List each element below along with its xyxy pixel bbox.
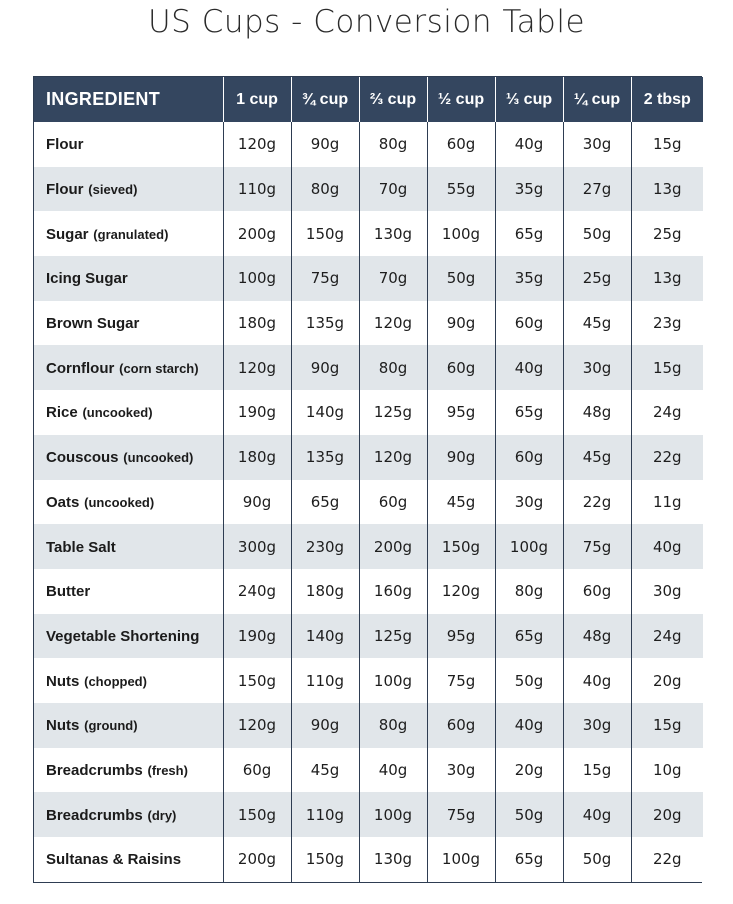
table-row	[34, 345, 703, 390]
ingredient-cell	[34, 390, 223, 435]
table-row	[34, 167, 703, 212]
ingredient-cell	[34, 658, 223, 703]
value-cell: 30g	[563, 703, 631, 748]
ingredient-cell	[34, 256, 223, 301]
value-cell: 30g	[427, 748, 495, 793]
ingredient-name: Butter	[46, 583, 91, 601]
value-cell: 190g	[223, 390, 291, 435]
ingredient-cell	[34, 167, 223, 212]
value-cell: 60g	[427, 345, 495, 390]
value-cell: 11g	[631, 480, 703, 525]
value-cell: 22g	[563, 480, 631, 525]
value-cell: 90g	[291, 122, 359, 167]
value-cell: 65g	[495, 614, 563, 659]
ingredient-name: Flour	[46, 136, 84, 154]
value-cell: 60g	[427, 703, 495, 748]
value-cell: 180g	[223, 435, 291, 480]
value-cell: 300g	[223, 524, 291, 569]
value-cell: 180g	[223, 301, 291, 346]
ingredient-name: Rice	[46, 404, 78, 422]
ingredient-name: Oats	[46, 493, 80, 511]
value-cell: 50g	[495, 658, 563, 703]
value-cell: 60g	[359, 480, 427, 525]
value-cell: 50g	[563, 211, 631, 256]
value-cell: 80g	[359, 122, 427, 167]
ingredient-cell	[34, 703, 223, 748]
table-row	[34, 390, 703, 435]
value-cell: 80g	[495, 569, 563, 614]
table-row	[34, 480, 703, 525]
value-cell: 90g	[223, 480, 291, 525]
value-cell: 15g	[631, 345, 703, 390]
ingredient-note: (granulated)	[93, 226, 169, 242]
value-cell: 150g	[291, 837, 359, 882]
ingredient-name: Nuts	[46, 672, 80, 690]
value-cell: 20g	[631, 658, 703, 703]
table-row	[34, 122, 703, 167]
value-cell: 22g	[631, 837, 703, 882]
value-cell: 22g	[631, 435, 703, 480]
value-cell: 130g	[359, 837, 427, 882]
value-cell: 30g	[563, 345, 631, 390]
ingredient-note: (uncooked)	[123, 450, 194, 466]
value-cell: 160g	[359, 569, 427, 614]
value-cell: 90g	[427, 435, 495, 480]
value-cell: 60g	[495, 435, 563, 480]
ingredient-note: (sieved)	[88, 182, 138, 198]
value-cell: 20g	[631, 792, 703, 837]
value-cell: 70g	[359, 256, 427, 301]
value-cell: 60g	[223, 748, 291, 793]
value-cell: 65g	[495, 390, 563, 435]
value-cell: 75g	[563, 524, 631, 569]
value-cell: 135g	[291, 301, 359, 346]
ingredient-name: Sugar	[46, 225, 89, 243]
value-cell: 10g	[631, 748, 703, 793]
value-cell: 40g	[495, 703, 563, 748]
value-cell: 45g	[563, 435, 631, 480]
value-cell: 100g	[359, 658, 427, 703]
value-cell: 15g	[631, 122, 703, 167]
header-1-cup: 1 cup	[223, 77, 291, 122]
ingredient-cell	[34, 435, 223, 480]
value-cell: 150g	[427, 524, 495, 569]
value-cell: 140g	[291, 390, 359, 435]
value-cell: 75g	[427, 792, 495, 837]
value-cell: 30g	[631, 569, 703, 614]
value-cell: 100g	[223, 256, 291, 301]
value-cell: 95g	[427, 614, 495, 659]
ingredient-name: Table Salt	[46, 538, 116, 556]
value-cell: 120g	[223, 122, 291, 167]
ingredient-note: (uncooked)	[84, 494, 155, 510]
value-cell: 180g	[291, 569, 359, 614]
ingredient-cell	[34, 837, 223, 882]
header-half-cup: ½ cup	[427, 77, 495, 122]
value-cell: 20g	[495, 748, 563, 793]
header-2-tbsp: 2 tbsp	[631, 77, 703, 122]
value-cell: 120g	[223, 345, 291, 390]
value-cell: 45g	[427, 480, 495, 525]
value-cell: 75g	[291, 256, 359, 301]
value-cell: 100g	[427, 211, 495, 256]
header-ingredient: INGREDIENT	[34, 77, 223, 122]
value-cell: 55g	[427, 167, 495, 212]
value-cell: 15g	[631, 703, 703, 748]
value-cell: 45g	[291, 748, 359, 793]
value-cell: 30g	[495, 480, 563, 525]
value-cell: 140g	[291, 614, 359, 659]
value-cell: 60g	[427, 122, 495, 167]
value-cell: 90g	[291, 703, 359, 748]
ingredient-name: Nuts	[46, 717, 80, 735]
ingredient-note: (chopped)	[84, 673, 147, 689]
ingredient-name: Vegetable Shortening	[46, 627, 200, 645]
value-cell: 200g	[223, 211, 291, 256]
ingredient-cell	[34, 301, 223, 346]
header-quarter-cup: ¼ cup	[563, 77, 631, 122]
value-cell: 48g	[563, 614, 631, 659]
value-cell: 100g	[495, 524, 563, 569]
ingredient-note: (fresh)	[147, 762, 188, 778]
value-cell: 25g	[563, 256, 631, 301]
value-cell: 40g	[563, 792, 631, 837]
ingredient-cell	[34, 569, 223, 614]
value-cell: 80g	[291, 167, 359, 212]
ingredient-note: (uncooked)	[82, 405, 153, 421]
ingredient-cell	[34, 345, 223, 390]
table-row	[34, 435, 703, 480]
table-row	[34, 837, 703, 882]
conversion-table-container	[33, 76, 702, 883]
ingredient-name: Couscous	[46, 449, 119, 467]
value-cell: 50g	[495, 792, 563, 837]
value-cell: 24g	[631, 614, 703, 659]
header-row	[34, 77, 703, 122]
value-cell: 90g	[427, 301, 495, 346]
table-row	[34, 569, 703, 614]
header-two-thirds-cup: ⅔ cup	[359, 77, 427, 122]
value-cell: 30g	[563, 122, 631, 167]
value-cell: 60g	[563, 569, 631, 614]
ingredient-name: Icing Sugar	[46, 270, 128, 288]
value-cell: 120g	[427, 569, 495, 614]
table-row	[34, 211, 703, 256]
header-third-cup: ⅓ cup	[495, 77, 563, 122]
value-cell: 150g	[223, 792, 291, 837]
ingredient-note: (ground)	[84, 718, 138, 734]
value-cell: 70g	[359, 167, 427, 212]
value-cell: 135g	[291, 435, 359, 480]
value-cell: 40g	[495, 345, 563, 390]
value-cell: 13g	[631, 167, 703, 212]
value-cell: 40g	[495, 122, 563, 167]
value-cell: 200g	[223, 837, 291, 882]
value-cell: 50g	[427, 256, 495, 301]
value-cell: 80g	[359, 703, 427, 748]
value-cell: 100g	[427, 837, 495, 882]
value-cell: 45g	[563, 301, 631, 346]
value-cell: 230g	[291, 524, 359, 569]
ingredient-cell	[34, 748, 223, 793]
header-three-quarter-cup: ¾ cup	[291, 77, 359, 122]
value-cell: 24g	[631, 390, 703, 435]
table-body	[34, 122, 703, 882]
ingredient-note: (corn starch)	[119, 360, 199, 376]
value-cell: 50g	[563, 837, 631, 882]
value-cell: 110g	[291, 792, 359, 837]
page-title: US Cups - Conversion Table	[147, 4, 586, 40]
value-cell: 240g	[223, 569, 291, 614]
ingredient-name: Cornflour	[46, 359, 115, 377]
value-cell: 60g	[495, 301, 563, 346]
value-cell: 190g	[223, 614, 291, 659]
ingredient-cell	[34, 614, 223, 659]
ingredient-cell	[34, 122, 223, 167]
ingredient-name: Brown Sugar	[46, 315, 140, 333]
ingredient-name: Flour	[46, 181, 84, 199]
value-cell: 15g	[563, 748, 631, 793]
value-cell: 40g	[631, 524, 703, 569]
value-cell: 65g	[291, 480, 359, 525]
value-cell: 25g	[631, 211, 703, 256]
table-row	[34, 614, 703, 659]
value-cell: 200g	[359, 524, 427, 569]
value-cell: 23g	[631, 301, 703, 346]
value-cell: 125g	[359, 390, 427, 435]
ingredient-cell	[34, 524, 223, 569]
conversion-table	[34, 77, 703, 882]
value-cell: 27g	[563, 167, 631, 212]
value-cell: 40g	[563, 658, 631, 703]
table-row	[34, 301, 703, 346]
value-cell: 35g	[495, 167, 563, 212]
ingredient-cell	[34, 792, 223, 837]
value-cell: 65g	[495, 211, 563, 256]
value-cell: 80g	[359, 345, 427, 390]
value-cell: 120g	[359, 301, 427, 346]
value-cell: 150g	[291, 211, 359, 256]
value-cell: 100g	[359, 792, 427, 837]
value-cell: 130g	[359, 211, 427, 256]
table-row	[34, 658, 703, 703]
value-cell: 75g	[427, 658, 495, 703]
value-cell: 120g	[223, 703, 291, 748]
ingredient-cell	[34, 211, 223, 256]
value-cell: 110g	[223, 167, 291, 212]
value-cell: 95g	[427, 390, 495, 435]
table-row	[34, 524, 703, 569]
ingredient-name: Breadcrumbs	[46, 761, 143, 779]
value-cell: 65g	[495, 837, 563, 882]
value-cell: 110g	[291, 658, 359, 703]
ingredient-name: Breadcrumbs	[46, 806, 143, 824]
value-cell: 13g	[631, 256, 703, 301]
value-cell: 35g	[495, 256, 563, 301]
value-cell: 48g	[563, 390, 631, 435]
table-row	[34, 703, 703, 748]
value-cell: 120g	[359, 435, 427, 480]
value-cell: 125g	[359, 614, 427, 659]
table-row	[34, 256, 703, 301]
ingredient-note: (dry)	[147, 807, 177, 823]
table-row	[34, 748, 703, 793]
value-cell: 150g	[223, 658, 291, 703]
table-row	[34, 792, 703, 837]
ingredient-name: Sultanas & Raisins	[46, 851, 182, 869]
value-cell: 40g	[359, 748, 427, 793]
ingredient-cell	[34, 480, 223, 525]
value-cell: 90g	[291, 345, 359, 390]
